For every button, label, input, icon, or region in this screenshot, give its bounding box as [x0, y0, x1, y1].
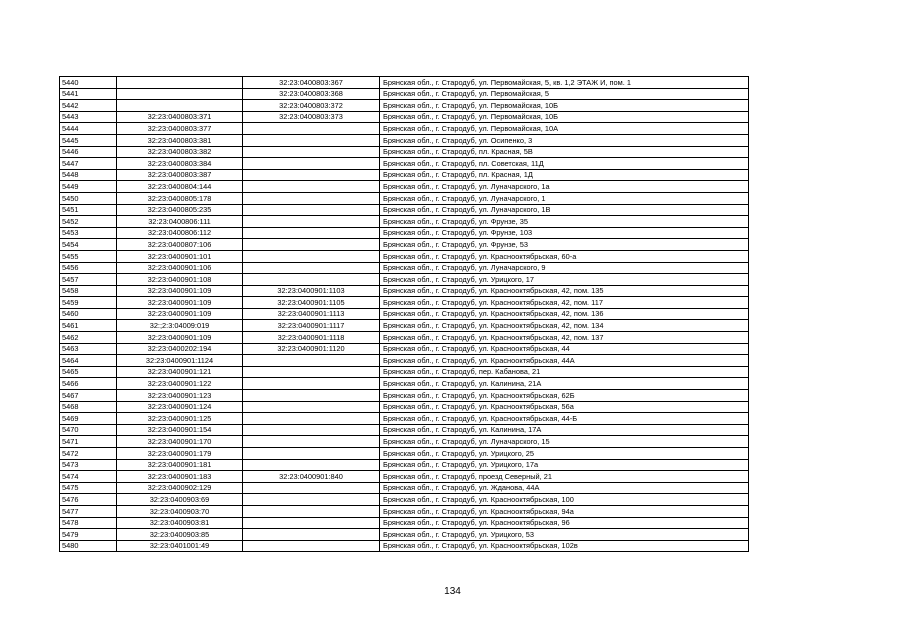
new-cadastral-number-cell [243, 134, 380, 146]
new-cadastral-number-cell: 32:23:0400901:840 [243, 471, 380, 483]
address-cell: Брянская обл., г. Стародуб, ул. Краснооктябрьская, 56а [380, 401, 749, 413]
address-cell: Брянская обл., г. Стародуб, пер. Кабанова, 21 [380, 366, 749, 378]
new-cadastral-number-cell [243, 123, 380, 135]
row-number-cell: 5463 [60, 343, 117, 355]
address-cell: Брянская обл., г. Стародуб, ул. Первомайская, 10Б [380, 100, 749, 112]
table-row [60, 378, 749, 390]
address-cell: Брянская обл., г. Стародуб, ул. Фрунзе, 103 [380, 227, 749, 239]
old-cadastral-number-cell: 32:23:0400803:382 [117, 146, 243, 158]
old-cadastral-number-cell: 32:23:0400803:384 [117, 158, 243, 170]
address-cell: Брянская обл., г. Стародуб, ул. Краснооктябрьская, 60-а [380, 250, 749, 262]
new-cadastral-number-cell [243, 250, 380, 262]
new-cadastral-number-cell: 32:23:0400901:1113 [243, 308, 380, 320]
row-number-cell: 5477 [60, 505, 117, 517]
old-cadastral-number-cell: 32:23:0401001:49 [117, 540, 243, 552]
old-cadastral-number-cell: 32:23:0400806:112 [117, 227, 243, 239]
row-number-cell: 5464 [60, 355, 117, 367]
old-cadastral-number-cell: 32:23:0400901:109 [117, 332, 243, 344]
new-cadastral-number-cell [243, 204, 380, 216]
old-cadastral-number-cell: 32:;2:3:04009:019 [117, 320, 243, 332]
table-row [60, 158, 749, 170]
new-cadastral-number-cell [243, 169, 380, 181]
old-cadastral-number-cell: 32:23:0400901:123 [117, 390, 243, 402]
table-row [60, 88, 749, 100]
old-cadastral-number-cell: 32:23:0400903:85 [117, 529, 243, 541]
table-row [60, 77, 749, 89]
table-row [60, 216, 749, 228]
row-number-cell: 5466 [60, 378, 117, 390]
old-cadastral-number-cell: 32:23:0400901:183 [117, 471, 243, 483]
table-row [60, 505, 749, 517]
old-cadastral-number-cell: 32:23:0400901:101 [117, 250, 243, 262]
old-cadastral-number-cell: 32:23:0400901:109 [117, 285, 243, 297]
row-number-cell: 5446 [60, 146, 117, 158]
row-number-cell: 5440 [60, 77, 117, 89]
row-number-cell: 5454 [60, 239, 117, 251]
new-cadastral-number-cell [243, 517, 380, 529]
row-number-cell: 5467 [60, 390, 117, 402]
row-number-cell: 5480 [60, 540, 117, 552]
address-cell: Брянская обл., г. Стародуб, ул. Краснооктябрьская, 44А [380, 355, 749, 367]
new-cadastral-number-cell: 32:23:0400901:1118 [243, 332, 380, 344]
new-cadastral-number-cell [243, 366, 380, 378]
address-cell: Брянская обл., г. Стародуб, ул. Краснооктябрьская, 44-Б [380, 413, 749, 425]
old-cadastral-number-cell: 32:23:0400901:121 [117, 366, 243, 378]
address-cell: Брянская обл., г. Стародуб, ул. Жданова, 44А [380, 482, 749, 494]
address-cell: Брянская обл., г. Стародуб, ул. Первомайская, 10Б [380, 111, 749, 123]
old-cadastral-number-cell: 32:23:0400901:179 [117, 448, 243, 460]
table-row [60, 274, 749, 286]
table-row [60, 111, 749, 123]
table-row [60, 332, 749, 344]
old-cadastral-number-cell: 32:23:0400903:69 [117, 494, 243, 506]
row-number-cell: 5469 [60, 413, 117, 425]
new-cadastral-number-cell: 32:23:0400803:372 [243, 100, 380, 112]
old-cadastral-number-cell: 32:23:0400803:387 [117, 169, 243, 181]
address-cell: Брянская обл., г. Стародуб, пл. Красная, 5В [380, 146, 749, 158]
row-number-cell: 5461 [60, 320, 117, 332]
address-cell: Брянская обл., г. Стародуб, ул. Урицкого, 17 [380, 274, 749, 286]
old-cadastral-number-cell: 32:23:0400806:111 [117, 216, 243, 228]
old-cadastral-number-cell: 32:23:0400805:178 [117, 192, 243, 204]
new-cadastral-number-cell: 32:23:0400803:367 [243, 77, 380, 89]
old-cadastral-number-cell: 32:23:0400901:170 [117, 436, 243, 448]
address-cell: Брянская обл., г. Стародуб, ул. Краснооктябрьская, 42, пом. 117 [380, 297, 749, 309]
table-row [60, 169, 749, 181]
address-cell: Брянская обл., г. Стародуб, ул. Краснооктябрьская, 42, пом. 135 [380, 285, 749, 297]
table-row [60, 390, 749, 402]
address-cell: Брянская обл., г. Стародуб, ул. Краснооктябрьская, 100 [380, 494, 749, 506]
old-cadastral-number-cell: 32:23:0400903:81 [117, 517, 243, 529]
address-cell: Брянская обл., г. Стародуб, ул. Фрунзе, 53 [380, 239, 749, 251]
old-cadastral-number-cell: 32:23:0400903:70 [117, 505, 243, 517]
address-cell: Брянская обл., г. Стародуб, ул. Осипенко, 3 [380, 134, 749, 146]
address-cell: Брянская обл., г. Стародуб, ул. Первомайская, 5, кв. 1,2 ЭТАЖ И, пом. 1 [380, 77, 749, 89]
address-cell: Брянская обл., г. Стародуб, ул. Первомайская, 10А [380, 123, 749, 135]
row-number-cell: 5453 [60, 227, 117, 239]
row-number-cell: 5468 [60, 401, 117, 413]
new-cadastral-number-cell: 32:23:0400901:1120 [243, 343, 380, 355]
row-number-cell: 5445 [60, 134, 117, 146]
table-row [60, 297, 749, 309]
new-cadastral-number-cell [243, 158, 380, 170]
old-cadastral-number-cell: 32:23:0400901:108 [117, 274, 243, 286]
row-number-cell: 5451 [60, 204, 117, 216]
new-cadastral-number-cell [243, 216, 380, 228]
address-cell: Брянская обл., г. Стародуб, ул. Луначарского, 1 [380, 192, 749, 204]
new-cadastral-number-cell [243, 274, 380, 286]
old-cadastral-number-cell: 32:23:0400901:1124 [117, 355, 243, 367]
new-cadastral-number-cell [243, 227, 380, 239]
new-cadastral-number-cell [243, 494, 380, 506]
new-cadastral-number-cell [243, 146, 380, 158]
row-number-cell: 5449 [60, 181, 117, 193]
row-number-cell: 5475 [60, 482, 117, 494]
table-row [60, 285, 749, 297]
new-cadastral-number-cell [243, 424, 380, 436]
address-cell: Брянская обл., г. Стародуб, ул. Краснооктябрьская, 94а [380, 505, 749, 517]
table-row [60, 529, 749, 541]
table-row [60, 227, 749, 239]
new-cadastral-number-cell [243, 436, 380, 448]
old-cadastral-number-cell: 32:23:0400804:144 [117, 181, 243, 193]
row-number-cell: 5471 [60, 436, 117, 448]
old-cadastral-number-cell: 32:23:0400901:106 [117, 262, 243, 274]
registry-table-body [60, 77, 749, 552]
row-number-cell: 5457 [60, 274, 117, 286]
row-number-cell: 5444 [60, 123, 117, 135]
table-row [60, 262, 749, 274]
address-cell: Брянская обл., г. Стародуб, ул. Урицкого, 25 [380, 448, 749, 460]
new-cadastral-number-cell: 32:23:0400901:1105 [243, 297, 380, 309]
table-row [60, 239, 749, 251]
row-number-cell: 5455 [60, 250, 117, 262]
table-row [60, 366, 749, 378]
old-cadastral-number-cell: 32:23:0400803:377 [117, 123, 243, 135]
old-cadastral-number-cell: 32:23:0400902:129 [117, 482, 243, 494]
row-number-cell: 5460 [60, 308, 117, 320]
table-row [60, 181, 749, 193]
row-number-cell: 5448 [60, 169, 117, 181]
table-row [60, 494, 749, 506]
registry-table [59, 76, 749, 552]
table-row [60, 424, 749, 436]
address-cell: Брянская обл., г. Стародуб, ул. Луначарского, 9 [380, 262, 749, 274]
old-cadastral-number-cell: 32:23:0400901:124 [117, 401, 243, 413]
address-cell: Брянская обл., г. Стародуб, пл. Красная, 1Д [380, 169, 749, 181]
old-cadastral-number-cell: 32:23:0400901:154 [117, 424, 243, 436]
new-cadastral-number-cell: 32:23:0400803:368 [243, 88, 380, 100]
new-cadastral-number-cell [243, 378, 380, 390]
table-row [60, 192, 749, 204]
old-cadastral-number-cell: 32:23:0400202:194 [117, 343, 243, 355]
new-cadastral-number-cell: 32:23:0400901:1117 [243, 320, 380, 332]
old-cadastral-number-cell: 32:23:0400901:181 [117, 459, 243, 471]
row-number-cell: 5442 [60, 100, 117, 112]
address-cell: Брянская обл., г. Стародуб, ул. Урицкого, 17а [380, 459, 749, 471]
table-row [60, 459, 749, 471]
row-number-cell: 5456 [60, 262, 117, 274]
table-row [60, 320, 749, 332]
address-cell: Брянская обл., г. Стародуб, проезд Северный, 21 [380, 471, 749, 483]
row-number-cell: 5450 [60, 192, 117, 204]
table-row [60, 471, 749, 483]
row-number-cell: 5447 [60, 158, 117, 170]
table-row [60, 308, 749, 320]
old-cadastral-number-cell: 32:23:0400805:235 [117, 204, 243, 216]
table-row [60, 517, 749, 529]
new-cadastral-number-cell [243, 239, 380, 251]
new-cadastral-number-cell [243, 505, 380, 517]
new-cadastral-number-cell [243, 401, 380, 413]
row-number-cell: 5479 [60, 529, 117, 541]
table-row [60, 100, 749, 112]
address-cell: Брянская обл., г. Стародуб, ул. Краснооктябрьская, 42, пом. 136 [380, 308, 749, 320]
new-cadastral-number-cell [243, 448, 380, 460]
address-cell: Брянская обл., г. Стародуб, ул. Фрунзе, 35 [380, 216, 749, 228]
old-cadastral-number-cell: 32:23:0400807:106 [117, 239, 243, 251]
table-row [60, 448, 749, 460]
row-number-cell: 5459 [60, 297, 117, 309]
table-row [60, 355, 749, 367]
row-number-cell: 5441 [60, 88, 117, 100]
table-row [60, 540, 749, 552]
table-row [60, 250, 749, 262]
row-number-cell: 5458 [60, 285, 117, 297]
address-cell: Брянская обл., г. Стародуб, ул. Первомайская, 5 [380, 88, 749, 100]
new-cadastral-number-cell: 32:23:0400803:373 [243, 111, 380, 123]
address-cell: Брянская обл., г. Стародуб, ул. Калинина, 17А [380, 424, 749, 436]
address-cell: Брянская обл., г. Стародуб, ул. Краснооктябрьская, 42, пом. 134 [380, 320, 749, 332]
row-number-cell: 5472 [60, 448, 117, 460]
row-number-cell: 5474 [60, 471, 117, 483]
address-cell: Брянская обл., г. Стародуб, ул. Краснооктябрьская, 44 [380, 343, 749, 355]
old-cadastral-number-cell [117, 88, 243, 100]
old-cadastral-number-cell: 32:23:0400803:371 [117, 111, 243, 123]
table-row [60, 204, 749, 216]
new-cadastral-number-cell [243, 390, 380, 402]
new-cadastral-number-cell [243, 192, 380, 204]
new-cadastral-number-cell: 32:23:0400901:1103 [243, 285, 380, 297]
new-cadastral-number-cell [243, 413, 380, 425]
row-number-cell: 5452 [60, 216, 117, 228]
old-cadastral-number-cell: 32:23:0400901:109 [117, 308, 243, 320]
address-cell: Брянская обл., г. Стародуб, ул. Луначарского, 15 [380, 436, 749, 448]
address-cell: Брянская обл., г. Стародуб, ул. Калинина, 21А [380, 378, 749, 390]
table-row [60, 123, 749, 135]
old-cadastral-number-cell: 32:23:0400901:122 [117, 378, 243, 390]
table-row [60, 413, 749, 425]
address-cell: Брянская обл., г. Стародуб, ул. Урицкого, 53 [380, 529, 749, 541]
address-cell: Брянская обл., г. Стародуб, ул. Луначарского, 1а [380, 181, 749, 193]
table-row [60, 482, 749, 494]
address-cell: Брянская обл., г. Стародуб, ул. Краснооктябрьская, 62Б [380, 390, 749, 402]
row-number-cell: 5476 [60, 494, 117, 506]
new-cadastral-number-cell [243, 540, 380, 552]
table-row [60, 134, 749, 146]
row-number-cell: 5465 [60, 366, 117, 378]
old-cadastral-number-cell: 32:23:0400901:125 [117, 413, 243, 425]
table-row [60, 343, 749, 355]
row-number-cell: 5443 [60, 111, 117, 123]
row-number-cell: 5478 [60, 517, 117, 529]
old-cadastral-number-cell [117, 100, 243, 112]
new-cadastral-number-cell [243, 529, 380, 541]
new-cadastral-number-cell [243, 459, 380, 471]
table-row [60, 436, 749, 448]
address-cell: Брянская обл., г. Стародуб, пл. Советская, 11Д [380, 158, 749, 170]
page-number: 134 [444, 586, 461, 597]
old-cadastral-number-cell: 32:23:0400803:381 [117, 134, 243, 146]
row-number-cell: 5470 [60, 424, 117, 436]
new-cadastral-number-cell [243, 355, 380, 367]
table-row [60, 146, 749, 158]
table-row [60, 401, 749, 413]
address-cell: Брянская обл., г. Стародуб, ул. Луначарского, 1В [380, 204, 749, 216]
old-cadastral-number-cell [117, 77, 243, 89]
address-cell: Брянская обл., г. Стародуб, ул. Краснооктябрьская, 42, пом. 137 [380, 332, 749, 344]
new-cadastral-number-cell [243, 262, 380, 274]
address-cell: Брянская обл., г. Стародуб, ул. Краснооктябрьская, 102в [380, 540, 749, 552]
address-cell: Брянская обл., г. Стародуб, ул. Краснооктябрьская, 96 [380, 517, 749, 529]
new-cadastral-number-cell [243, 482, 380, 494]
row-number-cell: 5462 [60, 332, 117, 344]
row-number-cell: 5473 [60, 459, 117, 471]
new-cadastral-number-cell [243, 181, 380, 193]
old-cadastral-number-cell: 32:23:0400901:109 [117, 297, 243, 309]
